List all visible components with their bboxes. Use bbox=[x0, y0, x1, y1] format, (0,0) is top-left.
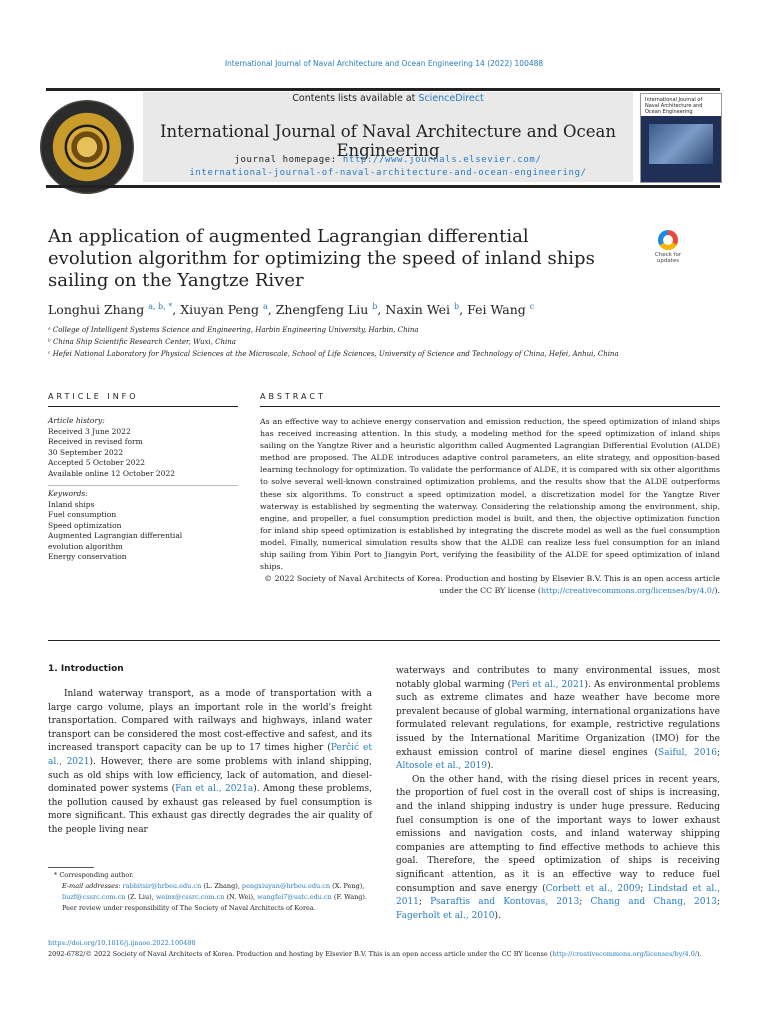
body-text: ; bbox=[418, 897, 431, 908]
issn-license bbox=[48, 949, 720, 960]
citation-link[interactable]: Chang and Chang, 2013 bbox=[590, 897, 717, 908]
body-text: ; bbox=[579, 897, 591, 908]
section-heading-introduction: 1. Introduction bbox=[48, 664, 124, 674]
author-name[interactable]: Longhui Zhang bbox=[48, 302, 145, 318]
doi-link[interactable]: https://doi.org/10.1016/j.ijnaoe.2022.100488 bbox=[48, 939, 196, 947]
corresponding-author-note: * Corresponding author. bbox=[54, 871, 134, 879]
society-seal-logo bbox=[40, 100, 134, 194]
body-text: ). However, there are some problems with inland shipping, such as old ships with low efficiency, lack of automation, and diesel-dominated power systems ( bbox=[48, 756, 372, 795]
history-item: Received in revised form bbox=[48, 437, 143, 446]
abstract-copyright bbox=[260, 573, 720, 597]
citation-link[interactable]: Peri et al., 2021 bbox=[511, 679, 585, 690]
copyright-text: © 2022 Society of Naval Architects of Korea. Production and hosting by Elsevier B.V. This is an open access article under the CC BY license ( bbox=[264, 574, 720, 596]
history-item: Available online 12 October 2022 bbox=[48, 468, 176, 478]
body-text: ). bbox=[494, 910, 501, 921]
abstract-body bbox=[260, 416, 720, 597]
email-owner: (Z. Liu), bbox=[125, 893, 156, 901]
body-text: ; bbox=[716, 747, 720, 758]
history-item: 30 September 2022 bbox=[48, 447, 124, 457]
peer-review-note: Peer review under responsibility of The Society of Naval Architects of Korea. bbox=[62, 904, 316, 912]
history-item: Accepted 5 October 2022 bbox=[48, 458, 146, 467]
article-info-heading: ARTICLE INFO bbox=[48, 392, 139, 401]
author-name[interactable]: Fei Wang bbox=[467, 302, 526, 318]
email-link[interactable]: rabbitsir@hrbeu.edu.cn bbox=[122, 882, 202, 890]
copyright-end: ). bbox=[714, 586, 720, 596]
citation-link[interactable]: Lindstad et al., 2011 bbox=[396, 883, 720, 908]
body-text: ). As environmental problems such as extreme climates and haze weather have become more prevalent because of global warming, international organizations have formulated relevant regulations, for example, restrictive regulations issued by the International Maritime Organization (IMO) for the exhaust emission control of marine diesel engines ( bbox=[396, 679, 721, 758]
citation-link[interactable]: Saiful, 2016 bbox=[658, 747, 717, 758]
citation-link[interactable]: Corbett et al., 2009 bbox=[545, 883, 641, 894]
journal-homepage bbox=[143, 154, 633, 180]
keyword: Inland ships bbox=[48, 499, 95, 509]
abstract-text: As an effective way to achieve energy conservation and emission reduction, the speed optimization of inland ships has received increasing attention. In this study, a modeling method for the speed optimization of inland ships sailing on the Yangtze River and a heuristic algorithm called Augmented Lagrangian Differential Evolution (ALDE) method are proposed. The ALDE introduces adaptive control parameters, an elite strategy, and opposition-based learning technology for optimization. To validate the performance of ALDE, it is compared with six other algorithms to solve several well-known constrained optimization problems, and the results show that the ALDE outperforms these six algorithms. To construct a speed optimization model, a discretization model for the Yangtze River waterway is established by segmenting the waterway. Considering the relationship among the environment, ship, engine, and propeller, a fuel consumption prediction model is built, and then, the objective optimization function for inland ship speed optimization is established by integrating the discrete model as well as the fuel consumption model. Finally, numerical simulation results show that the ALDE can realize less fuel consumption for an inland ship sailing from Yibin Port to Jiangyin Port, verifying the feasibility of the ALDE for speed optimization of inland ships. bbox=[260, 417, 720, 572]
check-for-updates-badge[interactable] bbox=[648, 230, 688, 270]
author-list: Longhui Zhang $^{a, b, *}$, Xiuyan Peng $^a$, Zhengfeng Liu $^b$, Naxin Wei $^b$, Fei Wang $^c$ bbox=[48, 302, 535, 318]
citation-link[interactable]: Psaraftis and Kontovas, 2013 bbox=[430, 897, 580, 908]
email-link[interactable]: wangfei7@ustc.edu.cn bbox=[257, 893, 332, 901]
header-top-rule bbox=[46, 88, 720, 91]
body-text: Inland waterway transport, as a mode of transportation with a large cargo volume, plays an important role in the world's freight transportation. Compared with railways and highways, inland water transport can be considered the most cost-effective and safest, and its increased transport capacity can be up to 17 times higher ( bbox=[48, 689, 372, 754]
badge-label: Check for updates bbox=[654, 252, 682, 264]
affiliation-b: ᵇ China Ship Scientific Research Center, Wuxi, China bbox=[48, 338, 236, 346]
author-affil-sup[interactable]: a, b, * bbox=[148, 302, 173, 311]
abstract-heading: ABSTRACT bbox=[260, 392, 326, 401]
article-footer bbox=[48, 938, 720, 960]
affiliation-c: ᶜ Hefei National Laboratory for Physical Sciences at the Microscale, School of Life Sciences, University of Science and Technology of China, Hefei, Anhui, China bbox=[48, 350, 619, 358]
keyword: Augmented Lagrangian differential bbox=[48, 531, 183, 540]
intro-left-column bbox=[48, 688, 372, 838]
sciencedirect-link[interactable]: ScienceDirect bbox=[418, 93, 484, 104]
intro-paragraph bbox=[396, 774, 720, 924]
email-owner: (X. Peng), bbox=[330, 882, 365, 890]
email-link[interactable]: liuzf@cssrc.com.cn bbox=[62, 893, 126, 901]
author-name[interactable]: Zhengfeng Liu bbox=[275, 302, 369, 318]
history-item: Received 3 June 2022 bbox=[48, 426, 131, 436]
abstract-bottom-rule bbox=[48, 640, 720, 641]
affiliation-a: ᵃ College of Intelligent Systems Science and Engineering, Harbin Engineering University, Harbin, China bbox=[48, 326, 419, 334]
keywords-label: Keywords: bbox=[48, 489, 88, 498]
info-rule bbox=[48, 406, 238, 407]
email-owner: (F. Wang). bbox=[331, 893, 368, 901]
body-text: ; bbox=[640, 883, 649, 894]
email-owner: (L. Zhang), bbox=[201, 882, 242, 890]
footnote-rule bbox=[48, 867, 94, 868]
author-affil-sup[interactable]: c bbox=[529, 302, 535, 311]
author-affil-sup[interactable]: a bbox=[262, 302, 268, 311]
article-title: An application of augmented Lagrangian differential evolution algorithm for optimizing the speed of inland ships sailing on the Yangtze River bbox=[48, 226, 595, 291]
keyword: Fuel consumption bbox=[48, 510, 117, 519]
keyword: evolution algorithm bbox=[48, 541, 123, 551]
footnotes bbox=[48, 870, 378, 914]
author-affil-sup[interactable]: b bbox=[372, 302, 378, 311]
homepage-url-part1[interactable]: http://www.journals.elsevier.com/ bbox=[342, 155, 542, 165]
email-owner: (N. Wei), bbox=[224, 893, 258, 901]
email-label: E-mail addresses: bbox=[62, 882, 123, 890]
header-bottom-rule bbox=[46, 185, 720, 188]
citation-link[interactable]: Altosole et al., 2019 bbox=[396, 761, 488, 772]
citation-link[interactable]: Fan et al., 2021a bbox=[175, 784, 254, 795]
license-link[interactable]: http://creativecommons.org/licenses/by/4.0/ bbox=[540, 586, 715, 596]
contents-line bbox=[143, 93, 633, 104]
citation-link[interactable]: Fagerholt et al., 2010 bbox=[396, 910, 495, 921]
body-text: ). Among these problems, the pollution caused by exhaust gas released by fuel consumption is more significant. This exhaust gas directly degrades the air quality of the people living near bbox=[48, 784, 372, 835]
keyword: Energy conservation bbox=[48, 552, 127, 561]
body-text: On the other hand, with the rising diesel prices in recent years, the proportion of fuel cost in the overall cost of ships is increasing, and the inland shipping industry is under huge pressure. Reducing fuel consumption is one of the important ways to lower exhaust emissions and navigation costs, and inland waterway shipping companies are attempting to find effective methods to achieve this goal. Therefore, the speed optimization of ships is receiving significant attention, as it is an effective way to reduce fuel consumption and save energy ( bbox=[396, 774, 720, 894]
info-divider bbox=[48, 485, 238, 486]
history-label: Article history: bbox=[48, 416, 105, 425]
footer-end: ). bbox=[697, 950, 702, 958]
intro-right-column bbox=[396, 665, 720, 923]
contents-prefix: Contents lists available at bbox=[292, 93, 419, 104]
body-text: waterways and contributes to many environmental issues, most notably global warming ( bbox=[396, 666, 720, 690]
intro-paragraph bbox=[396, 665, 720, 774]
homepage-url-part2[interactable]: international-journal-of-naval-architecture-and-ocean-engineering/ bbox=[189, 168, 587, 178]
email-link[interactable]: weinx@cssrc.com.cn bbox=[155, 893, 225, 901]
article-info bbox=[48, 416, 238, 563]
cover-title: International Journal of Naval Architecture and Ocean Engineering bbox=[645, 97, 703, 115]
body-text: ; bbox=[716, 897, 721, 908]
author-name[interactable]: Naxin Wei bbox=[385, 302, 451, 318]
journal-title: International Journal of Naval Architecture and Ocean Engineering bbox=[159, 122, 616, 160]
citation-link[interactable]: Perčić et al., 2021 bbox=[48, 743, 372, 767]
author-affil-sup[interactable]: b bbox=[454, 302, 460, 311]
homepage-label: journal homepage: bbox=[234, 155, 343, 165]
author-name[interactable]: Xiuyan Peng bbox=[180, 302, 259, 318]
keyword: Speed optimization bbox=[48, 520, 122, 530]
footer-license-link[interactable]: http://creativecommons.org/licenses/by/4.0/ bbox=[552, 950, 698, 958]
abstract-rule bbox=[260, 406, 720, 407]
body-text: ). bbox=[487, 761, 494, 772]
email-addresses bbox=[48, 881, 378, 903]
issn-text: 2092-6782/© 2022 Society of Naval Architects of Korea. Production and hosting by Elsevier B.V. This is an open access article under the CC BY license ( bbox=[48, 950, 553, 958]
journal-cover-image bbox=[640, 93, 722, 183]
email-link[interactable]: pengxiuyan@hrbeu.edu.cn bbox=[241, 882, 331, 890]
journal-citation-link[interactable]: International Journal of Naval Architecture and Ocean Engineering 14 (2022) 100488 bbox=[224, 59, 544, 68]
